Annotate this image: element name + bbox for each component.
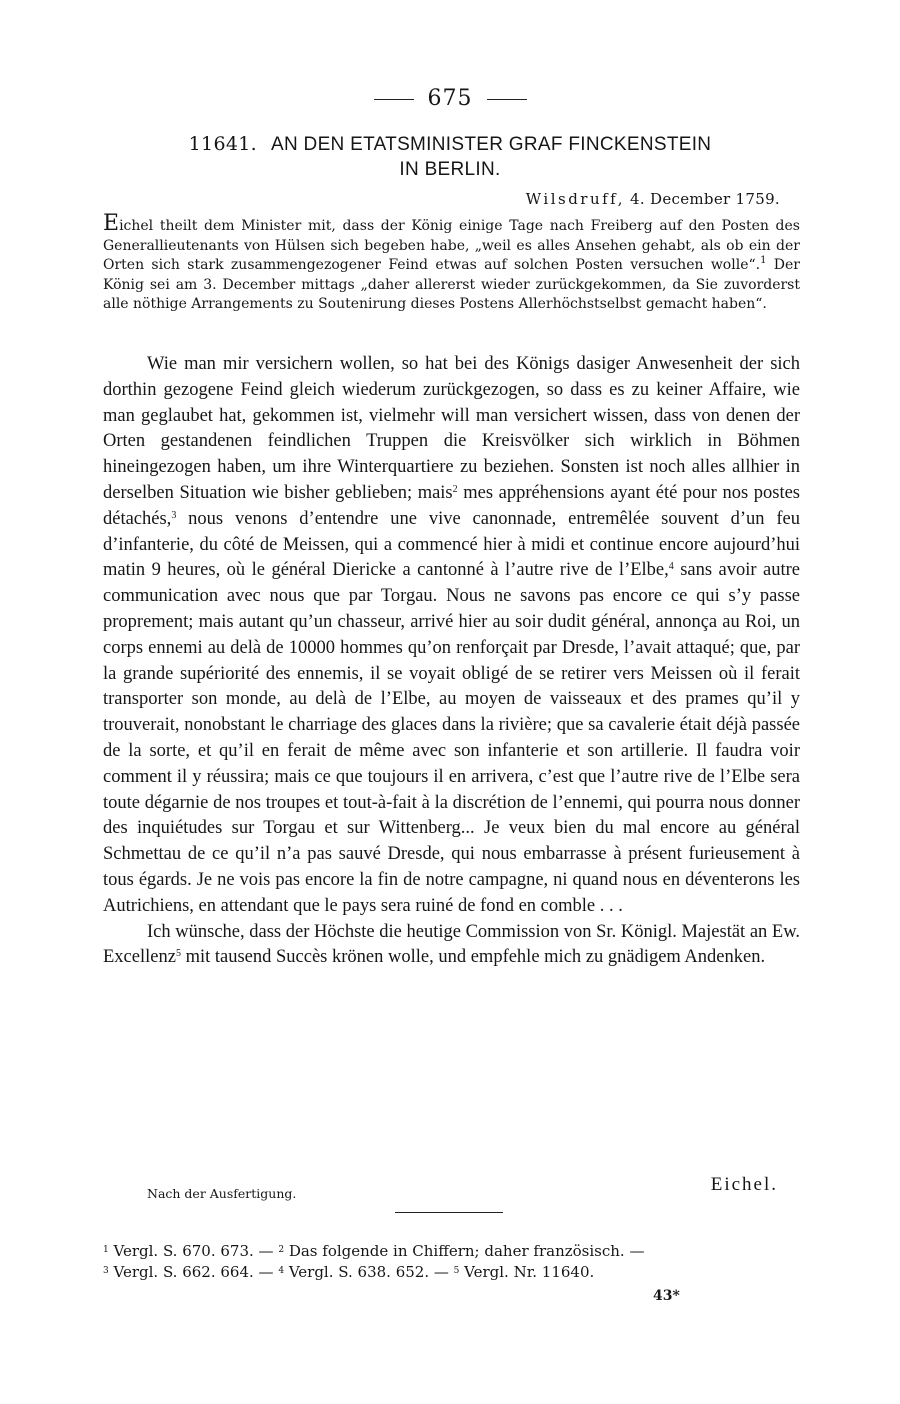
dash-right [487,99,527,100]
footnote-ref-5: 5 [175,948,181,960]
footnote-ref-4: 4 [668,561,674,573]
footnote-ref-2: 2 [452,483,458,495]
summary-initial: E [103,211,120,236]
footnote-line-2: $^3$ Vergl. S. 662. 664. — $^4$ Vergl. S. 638. 652. — $^5$ Vergl. Nr. 11640. [103,1263,595,1281]
page-number: 675 [0,86,900,111]
dateline [526,190,780,208]
letter-body [103,352,800,971]
source-note: Nach der Ausfertigung. [147,1186,297,1201]
heading-line-2: IN BERLIN. [399,159,501,180]
signature: Eichel. [710,1174,778,1195]
letter-heading [100,132,800,182]
letter-paragraph-1: Wie man mir versichern wollen, so hat bei des Königs dasiger Anwesenheit der sich dorthin gezogene Feind gleich wiederum zurückgezogen, so dass es zu keiner Affaire, wie man geglaubet hat, gekommen ist, vielmehr will man versichert wissen, dass von denen der Orten gestandenen feindlichen Truppen die Kreisvölker sich wirklich in Böhmen hineingezogen haben, um ihre Winterquartiere zu beziehen. Sonsten ist noch alles allhier in derselben Situation wie bisher geblieben; mais$^2$ mes appréhensions ayant été pour nos postes détachés,$^3$ nous venons d’entendre une vive canonnade, entremêlée souvent d’un feu d’infanterie, du côté de Meissen, qui a commencé hier à midi et continue encore aujourd’hui matin 9 heures, où le général Diericke a cantonné à l’autre rive de l’Elbe,$^4$ sans avoir autre communication avec nous que par Torgau. Nous ne savons pas encore ce qui s’y passe proprement; mais autant qu’un chasseur, arrivé hier au soir dudit général, annonça au Roi, un corps ennemi au delà de 10000 hommes qu’on renforçait par Dresde, l’avait attaqué; que, par la grande supériorité des ennemis, il se voyait obligé de se retirer vers Meissen où il ferait transporter son monde, au delà de l’Elbe, au moyen de vaisseaux et des prames qu’il y trouverait, nonobstant le charriage des glaces dans la rivière; que sa cavalerie était déjà passée de la sorte, et qu’il en ferait de même avec son infanterie et son artillerie. Il faudra voir comment il y réussira; mais ce que toujours il en arrivera, c’est que l’autre rive de l’Elbe sera toute dégarnie de nos troupes et tout-à-fait à la discrétion de l’ennemi, qui pourra nous donner des inquiétudes sur Torgau et sur Wittenberg... Je veux bien du mal encore au général Schmettau de ce qu’il n’a pas sauvé Dresde, qui nous embarrasse à présent furieusement à tous égards. Je ne vois pas encore la fin de notre campagne, ni quand nous en déventerons les Autrichiens, en attendant que le pays sera ruiné de fond en comble . . . [103,354,800,916]
footnote-line-1: $^1$ Vergl. S. 670. 673. — $^2$ Das folgende in Chiffern; daher französisch. — [103,1242,645,1260]
footnote-ref-3: 3 [171,509,177,521]
footnotes [103,1241,800,1283]
dash-left [374,99,414,100]
letter-paragraph-2: Ich wünsche, dass der Höchste die heutige Commission von Sr. Königl. Majestät an Ew. Excellenz$^5$ mit tausend Succès krönen wolle, und empfehle mich zu gnädigem Andenken. [103,921,800,968]
letter-number: 11641. [188,133,257,155]
footnote-divider [395,1212,503,1213]
heading-line-1 [100,132,800,157]
dateline-date: 4. December 1759. [630,190,780,208]
heading-title: AN DEN ETATSMINISTER GRAF FINCKENSTEIN [270,134,712,155]
sheet-signature: 43* [653,1288,680,1304]
footnote-ref-1: 1 [760,255,767,266]
dateline-place: Wilsdruff, [525,190,625,208]
editorial-summary: Eichel theilt dem Minister mit, dass der König einige Tage nach Freiberg auf den Posten des Generallieutenants von Hülsen sich begeben habe, „weil es alles Ansehen gehabt, als ob ein der Orten sich stark zusammengezogener Feind etwas auf solchen Posten versuchen wolle“.$^1$ Der König sei am 3. December mittags „daher allererst wieder zurückgekommen, da Sie zuvorderst alle nöthige Arrangements zu Soutenirung dieses Postens Allerhöchstselbst gemacht haben“. [103,211,800,312]
